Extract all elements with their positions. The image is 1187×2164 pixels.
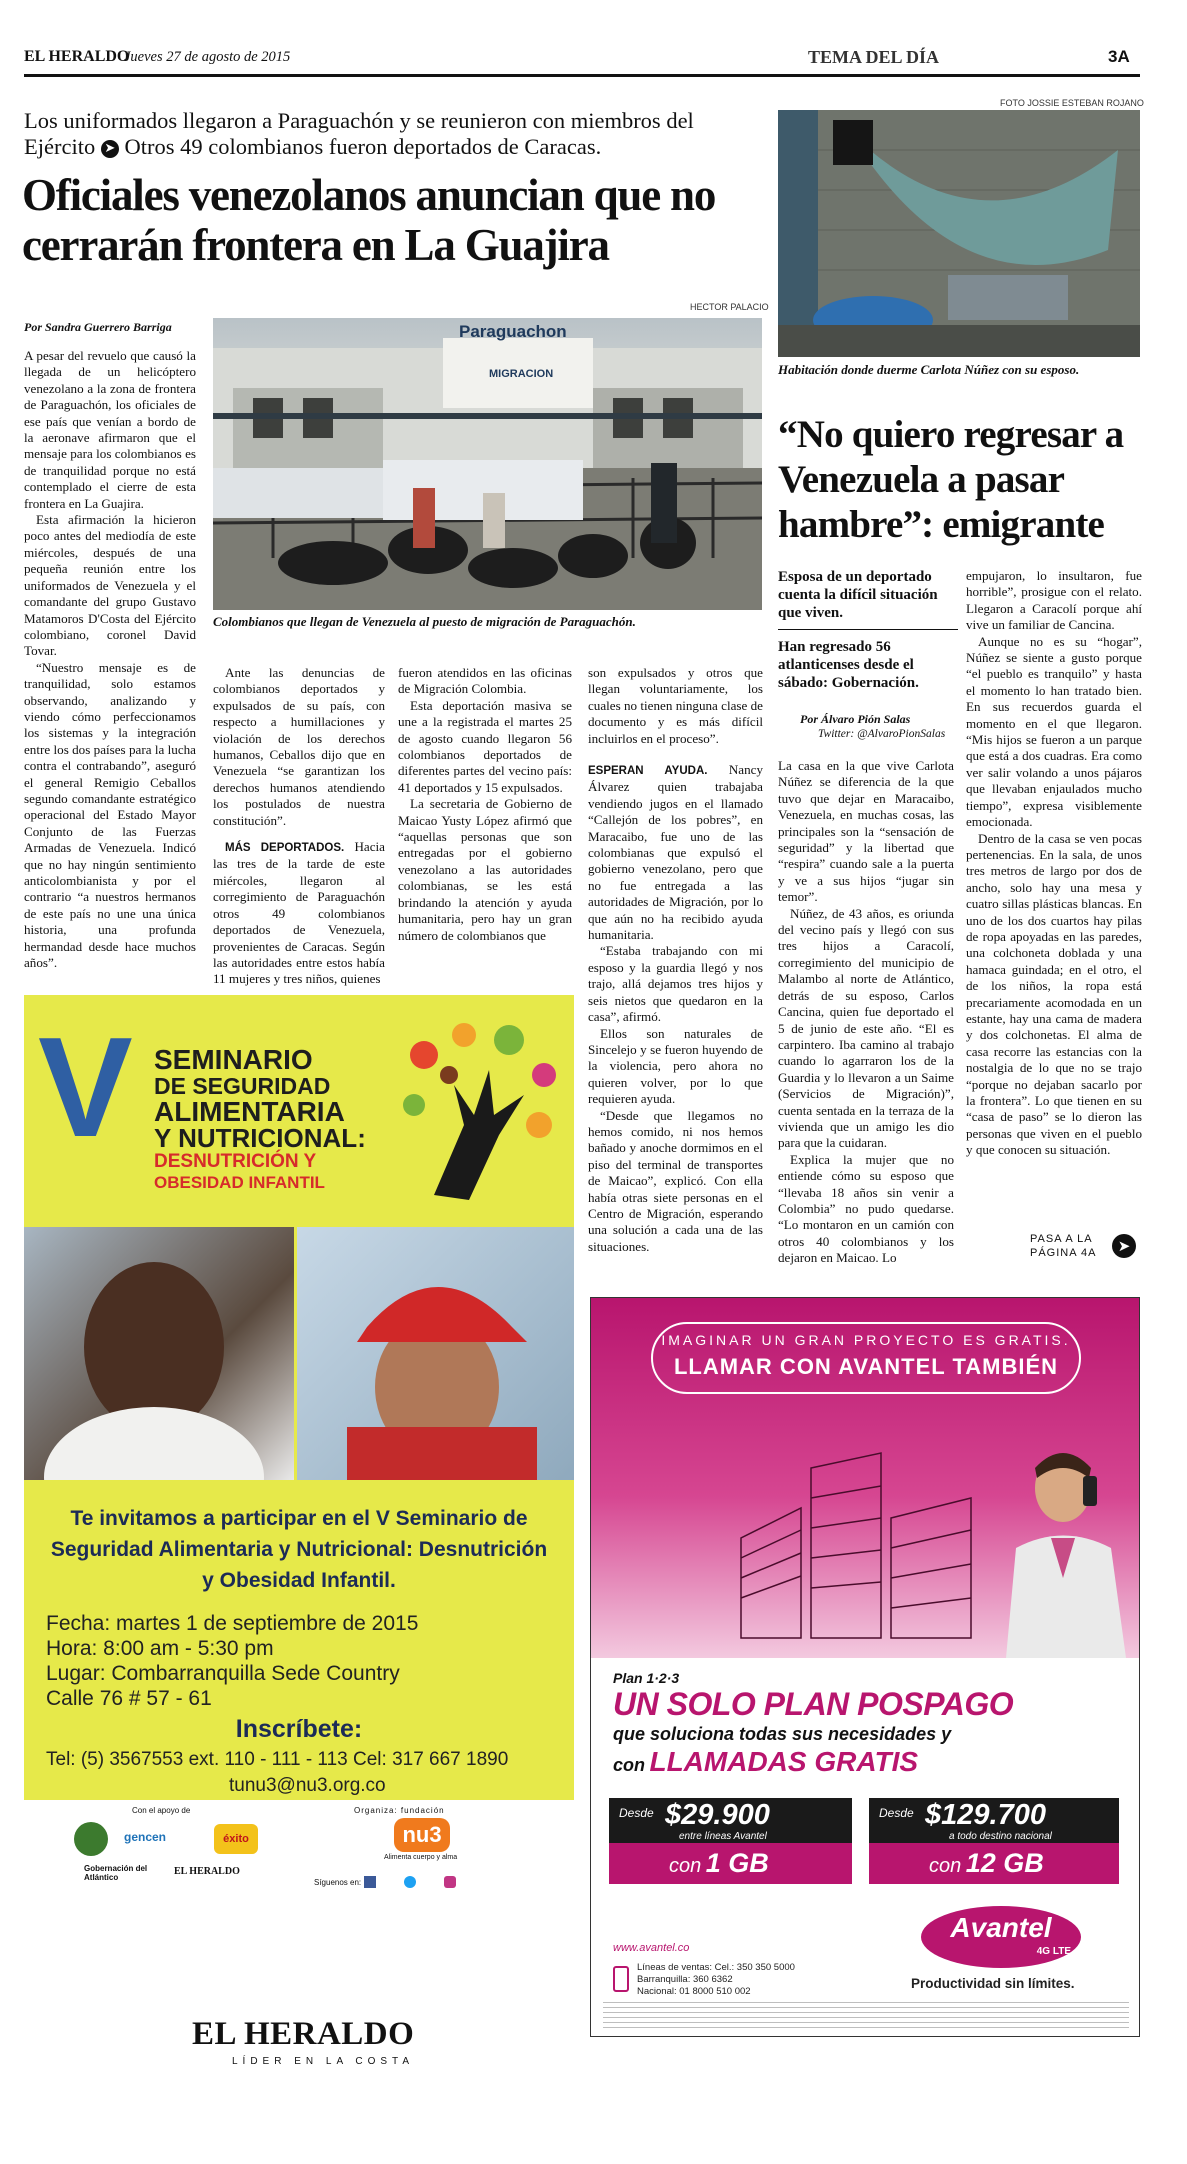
side-deck-1: Esposa de un deportado cuenta la difícil situación que viven. xyxy=(778,569,938,621)
page-number: 3A xyxy=(1108,47,1130,66)
twitter-icon[interactable] xyxy=(404,1876,416,1888)
avantel-plan: Plan 1·2·3 xyxy=(613,1670,680,1686)
avantel-contact: Líneas de ventas: Cel.: 350 350 5000 Barranquilla: 360 6362 Nacional: 01 8000 510 002 xyxy=(637,1962,795,1997)
nu3-tagline: Alimenta cuerpo y alma xyxy=(384,1854,458,1861)
header-rule xyxy=(24,74,1140,77)
main-column-3 xyxy=(398,665,572,944)
paragraph: Dentro de la casa se ven pocas pertenencias. En la sala, de unos tres metros de largo por dos de ancho, solo hay una mesa y cuatro sillas plásticas blancas. En uno de los dos cuartos hay pilas de ropa apoyadas en las paredes, una colchoneta doblada y una hamaca guindada; en el otro, el de los niños, la ropa está precariamente acomodada en un estante, hay una cama de madera y dos colchonetas. El alma de casa recorre las estancias con la nostalgia de lo que no se trajo “porque no dejaban sacarlo por la frontera”. Lo que tienen en su “casa de paso” se lo dieron las personas que viven en el pueblo y que conocen su situación. xyxy=(966,830,1142,1158)
paragraph: son expulsados y otros que llegan voluntariamente, los cuales no tienen ninguna clase de documento y es más difícil incluirlos en el proceso”. xyxy=(588,665,763,746)
paragraph: “Nuestro mensaje es de tranquilidad, solo estamos observando, analizando y viendo cómo perfeccionamos los sistemas y la integración entre los dos países para la lucha contra el contrabando”, aseguró el general Remigio Ceballos segundo comandante estratégico operacional del Estado Mayor Conjunto de las Fuerzas Armadas de Venezuela. Indicó que no hay ningún sentimiento anticolombianista y por el contrario “a nuestros hermanos de este país no une una única historia, una profunda hermandad desde hace muchos años”. xyxy=(24,659,196,971)
side-photo-credit: FOTO JOSSIE ESTEBAN ROJANO xyxy=(1000,98,1144,108)
main-column-1 xyxy=(24,348,196,971)
avantel-top-1: IMAGINAR UN GRAN PROYECTO ES GRATIS. xyxy=(661,1332,1071,1348)
seminar-roman-numeral: V xyxy=(38,1008,133,1167)
avantel-sub-1: que soluciona todas sus necesidades y xyxy=(613,1724,952,1744)
sponsor-seal-icon xyxy=(74,1822,108,1856)
side-column-b xyxy=(778,758,954,1267)
paragraph: “Desde que llegamos no hemos comido, ni nos hemos bañado y anoche dormimos en el piso del terminal de transportes de Maicao”, explicó. Con ella había otras siete personas en el Centro de Migración, esperando una solución a cada una de las situaciones. xyxy=(588,1107,763,1254)
paragraph: Esta deportación masiva se une a la registrada el martes 25 de agosto cuando llegaron 56 colombianos deportados de diferentes partes del vecino país: 41 deportados y 15 expulsados. xyxy=(398,697,572,795)
paragraph: Explica la mujer que no entiende cómo su esposo que “llevaba 18 años sin venir a Colombia” no pudo quedarse. “Lo montaron en un camión con otros 40 colombianos y los dejaron en Maicao. Lo xyxy=(778,1151,954,1266)
sponsors-strip xyxy=(24,1800,574,1895)
seminar-email[interactable]: tunu3@nu3.org.co xyxy=(229,1775,386,1796)
subhead: MÁS DEPORTADOS. xyxy=(225,842,345,855)
buildings-illustration xyxy=(731,1448,991,1648)
el-heraldo-tagline: LÍDER EN LA COSTA xyxy=(232,2056,415,2067)
avantel-banner xyxy=(591,1298,1140,1658)
instagram-icon[interactable] xyxy=(444,1876,456,1888)
masthead-brand: EL HERALDO xyxy=(24,48,130,65)
continue-link[interactable]: PASA A LA PÁGINA 4A xyxy=(1030,1233,1097,1259)
paragraph: “Estaba trabajando con mi esposo y la guardia llegó y nos trajo, allá dejamos tres hijos y seis nietos que quedaron en la casa”, afirmó. xyxy=(588,943,763,1025)
seminar-phones: Tel: (5) 3567553 ext. 110 - 111 - 113 Cel: 317 667 1890 xyxy=(46,1749,509,1770)
avantel-slogan: Productividad sin límites. xyxy=(911,1976,1075,1991)
seminar-ad xyxy=(24,995,574,1895)
price-value: $29.900 xyxy=(665,1799,770,1831)
subhead: ESPERAN AYUDA. xyxy=(588,765,708,777)
sponsor-el-heraldo: EL HERALDO xyxy=(174,1866,240,1877)
child-photo-girl xyxy=(24,1227,294,1480)
social-label: Síguenos en: xyxy=(314,1878,362,1887)
nu3-logo: nu3 xyxy=(394,1818,450,1852)
sign-migracion: MIGRACION xyxy=(489,368,554,380)
avantel-sub-2: con LLAMADAS GRATIS xyxy=(613,1746,919,1777)
main-kicker: Los uniformados llegaron a Paraguachón y se reunieron con miembros del Ejército ➤ Otros 49 colombianos fueron deportados de Caracas. xyxy=(24,108,694,159)
avantel-headline: UN SOLO PLAN POSPAGO xyxy=(613,1686,1014,1722)
tree-icon xyxy=(394,1015,564,1205)
paragraph: Esta afirmación la hicieron poco antes del mediodía de este miércoles, después de una pequeña reunión entre los uniformados de Venezuela y el comandante del grupo Gustavo Matamoros D'Costa del Ejército colombiano, coronel David Tovar. xyxy=(24,512,196,659)
side-column-c xyxy=(966,568,1142,1159)
man-on-phone-illustration xyxy=(1001,1438,1131,1658)
main-headline: Oficiales venezolanos anuncian que no cerrarán frontera en La Guajira xyxy=(22,170,716,270)
organiza-label: Organiza: fundación xyxy=(354,1806,445,1815)
arrow-right-icon: ➤ xyxy=(101,140,119,158)
child-photo-boy xyxy=(297,1227,574,1480)
seminar-title: SEMINARIO DE SEGURIDAD ALIMENTARIA Y NUTRICIONAL: DESNUTRICIÓN Y OBESIDAD INFANTIL xyxy=(154,1044,366,1192)
seminar-inscribete: Inscríbete: xyxy=(235,1715,363,1743)
arrow-right-icon[interactable]: ➤ xyxy=(1112,1234,1136,1258)
phone-icon xyxy=(613,1966,629,1992)
facebook-icon[interactable] xyxy=(364,1876,376,1888)
paragraph: fueron atendidos en las oficinas de Migración Colombia. xyxy=(398,665,572,697)
seminar-details: Fecha: martes 1 de septiembre de 2015 Hora: 8:00 am - 5:30 pm Lugar: Combarranquilla Sede Country Calle 76 # 57 - 61 xyxy=(46,1612,419,1710)
paragraph: Ante las denuncias de colombianos deportados y expulsados de su país, con respecto a humillaciones y violación de los derechos humanos, Ceballos dijo que en Venezuela “se garantizan los derechos humanos atendiendo los postulados de nuestra constitución”. xyxy=(213,665,385,828)
price-box-1[interactable]: Desde $29.900 entre líneas Avantel con 1 GB xyxy=(609,1798,852,1884)
paragraph: ESPERAN AYUDA. Nancy Álvarez quien trabajaba vendiendo jugos en el llamado “Callejón de los pobres”, en Maracaibo, fue uno de las colombianas que expulsó el gobierno venezolano, pero que no fue entregada a las autoridades de Migración, por lo que aún no ha recibido ayuda humanitaria. xyxy=(588,762,763,943)
avantel-web[interactable]: www.avantel.co xyxy=(613,1942,690,1954)
main-byline: Por Sandra Guerrero Barriga xyxy=(24,320,172,334)
main-photo-credit: HECTOR PALACIO xyxy=(690,302,769,312)
side-headline: “No quiero regresar a Venezuela a pasar hambre”: emigrante xyxy=(778,413,1124,546)
avantel-top-2: LLAMAR CON AVANTEL TAMBIÉN xyxy=(673,1354,1059,1379)
masthead-date: Jueves 27 de agosto de 2015 xyxy=(124,49,291,65)
price-box-2[interactable]: Desde $129.700 a todo destino nacional con 12 GB xyxy=(869,1798,1119,1884)
migration-post-illustration xyxy=(213,318,762,610)
paragraph: MÁS DEPORTADOS. Hacia las tres de la tarde de este miércoles, llegaron al corregimiento de Paraguachón otros 49 colombianos deportados de Venezuela, provenientes de Caracas. Según las autoridades entre estos había 11 mujeres y tres niños, quienes xyxy=(213,839,385,987)
legal-fine-print xyxy=(603,2002,1129,2028)
price-value: $129.700 xyxy=(925,1799,1046,1831)
paragraph: Ellos son naturales de Sincelejo y se fueron huyendo de la violencia, pero ahora no quieren volver, por lo que requieren ayuda. xyxy=(588,1025,763,1107)
support-label: Con el apoyo de xyxy=(132,1806,191,1815)
sponsor-gencen: gencen xyxy=(124,1830,167,1844)
main-column-2 xyxy=(213,665,385,988)
sponsor-exito: éxito xyxy=(214,1824,258,1854)
paragraph: Aunque no es su “hogar”, Núñez se siente a gusto porque “el pueblo es tranquilo” y hasta el momento lo han tratado bien. En sus recuerdos guarda el momento en el que llegaron. “Mis hijos se fueron a un parque que está a dos cuadras. Era como ver salir volando a unos pájaros que llevaban enjaulados mucho tiempo”, expresa visiblemente emocionada. xyxy=(966,633,1142,830)
avantel-logo: Avantel 4G LTE xyxy=(921,1906,1081,1968)
side-column-a xyxy=(588,762,763,1255)
seminar-invite: Te invitamos a participar en el V Seminario de Seguridad Alimentaria y Nutricional: Desnutrición y Obesidad Infantil. xyxy=(50,1507,548,1592)
paragraph: Núñez, de 43 años, es oriunda del vecino país y llegó con sus tres hijos a Caracolí, corregimiento del municipio de Malambo al norte de Atlántico, detrás de su esposo, Carlos Cancina, quien fue deportado el 5 de junio de este año. “El es carpintero. Iba camino al trabajo cuando lo agarraron los de la Guardia y lo llevaron a un Saime (Servicios de Migración)”, cuenta sentada en la terraza de la vivienda que un amigo les dio para que la cuidaran. xyxy=(778,905,954,1151)
side-twitter[interactable]: Twitter: @AlvaroPionSalas xyxy=(818,728,946,740)
bedroom-illustration xyxy=(778,110,1140,357)
paragraph: La casa en la que vive Carlota Núñez se diferencia de la que tuvo que dejar en Maracaibo, Venezuela, en muchas cosas, las principales son la “sensación de seguridad” y la libertad que “respira” cuando sale a la puerta y ve a sus hijos “jugar sin temor”. xyxy=(778,758,954,905)
paragraph: La secretaria de Gobierno de Maicao Yusty López afirmó que “aquellas personas que son entregadas por el gobierno venezolano a las autoridades colombianas, se les está brindando la atención y ayuda humanitaria, pero hay un gran número de colombianos que xyxy=(398,796,572,943)
sponsor-gobernacion: Gobernación del Atlántico xyxy=(84,1864,148,1882)
main-photo-caption: Colombianos que llegan de Venezuela al puesto de migración de Paraguachón. xyxy=(213,614,636,629)
side-photo xyxy=(778,110,1140,357)
el-heraldo-logo: EL HERALDO xyxy=(192,2016,415,2052)
section-name: TEMA DEL DÍA xyxy=(808,47,940,67)
avantel-ad xyxy=(590,1297,1140,2037)
sign-paraguachon: Paraguachon xyxy=(459,322,567,341)
side-deck-2: Han regresado 56 atlanticenses desde el sábado: Gobernación. xyxy=(778,639,919,691)
main-column-4 xyxy=(588,665,763,747)
side-photo-caption: Habitación donde duerme Carlota Núñez con su esposo. xyxy=(778,362,1080,377)
side-byline: Por Álvaro Pión Salas xyxy=(800,712,911,726)
deck-divider xyxy=(778,629,958,630)
paragraph: A pesar del revuelo que causó la llegada de un helicóptero venezolano a la zona de frontera de Paraguachón, los oficiales de ese país que venían a bordo de la aeronave afirmaron que el mensaje para los colombianos es de tranquilidad porque no está contemplado el cierre de esta frontera en La Guajira. xyxy=(24,348,196,511)
paragraph: empujaron, lo insultaron, fue horrible”, prosigue con el relato. Llegaron a Caracolí porque ahí vive un familiar de Cancina. xyxy=(966,568,1142,633)
main-photo xyxy=(213,318,762,610)
